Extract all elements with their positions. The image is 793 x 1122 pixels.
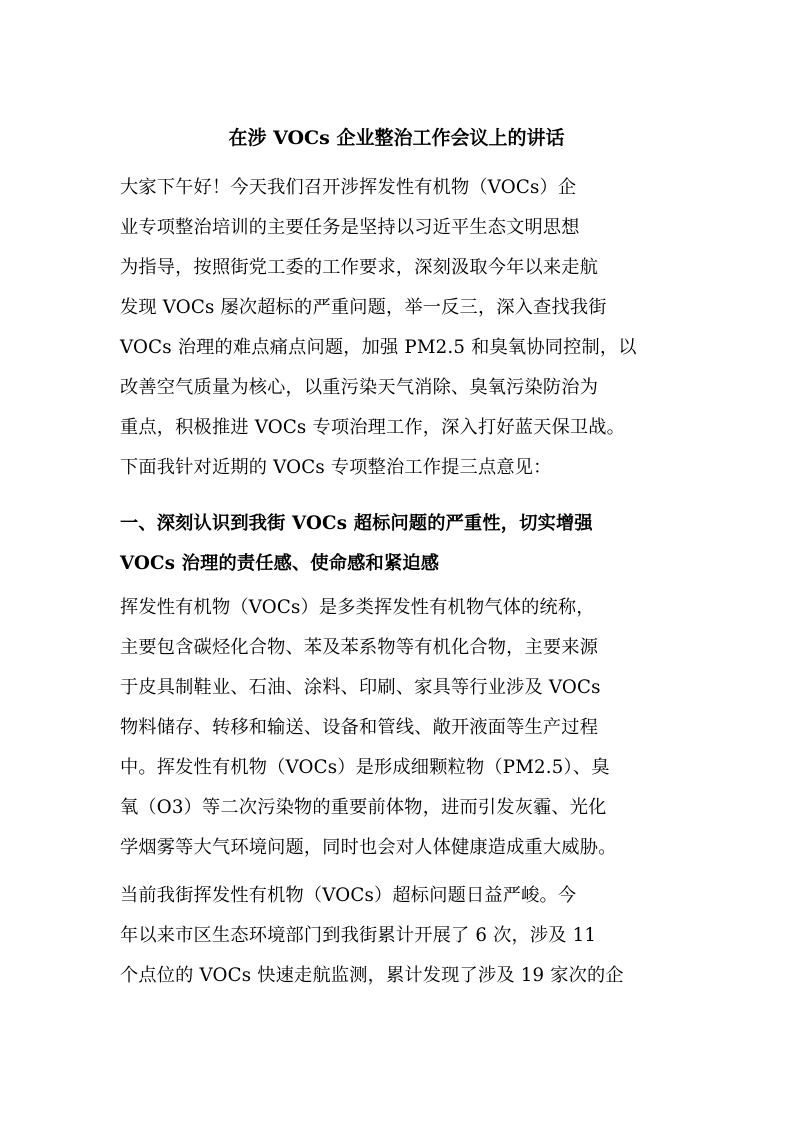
paragraph-line: 年以来市区生态环境部门到我街累计开展了 6 次，涉及 11 bbox=[120, 925, 597, 946]
paragraph-line: 发现 VOCs 屡次超标的严重问题，举一反三，深入查找我街 bbox=[120, 297, 607, 318]
paragraph-line: 氧（O3）等二次污染物的重要前体物，进而引发灰霾、光化 bbox=[120, 797, 607, 818]
paragraph-line: 下面我针对近期的 VOCs 专项整治工作提三点意见： bbox=[120, 457, 552, 478]
paragraph-line: 为指导，按照街党工委的工作要求，深刻汲取今年以来走航 bbox=[120, 257, 599, 278]
section-heading-line: VOCs 治理的责任感、使命感和紧迫感 bbox=[120, 553, 440, 574]
paragraph-line: 个点位的 VOCs 快速走航监测，累计发现了涉及 19 家次的企 bbox=[120, 965, 624, 986]
paragraph-line: 于皮具制鞋业、石油、涂料、印刷、家具等行业涉及 VOCs bbox=[120, 677, 601, 698]
paragraph-line: 挥发性有机物（VOCs）是多类挥发性有机物气体的统称， bbox=[120, 597, 595, 618]
document-title: 在涉 VOCs 企业整治工作会议上的讲话 bbox=[228, 127, 565, 149]
paragraph-line: 主要包含碳烃化合物、苯及苯系物等有机化合物，主要来源 bbox=[120, 637, 599, 658]
paragraph-line: 业专项整治培训的主要任务是坚持以习近平生态文明思想 bbox=[120, 217, 580, 238]
paragraph-line: 重点，积极推进 VOCs 专项治理工作，深入打好蓝天保卫战。 bbox=[120, 417, 626, 438]
section-heading-line: 一、深刻认识到我街 VOCs 超标问题的严重性，切实增强 bbox=[120, 513, 593, 534]
paragraph-line: VOCs 治理的难点痛点问题，加强 PM2.5 和臭氧协同控制，以 bbox=[120, 337, 637, 358]
paragraph-line: 大家下午好！今天我们召开涉挥发性有机物（VOCs）企 bbox=[120, 177, 577, 198]
paragraph-line: 改善空气质量为核心，以重污染天气消除、臭氧污染防治为 bbox=[120, 377, 599, 398]
paragraph-line: 学烟雾等大气环境问题，同时也会对人体健康造成重大威胁。 bbox=[120, 837, 617, 858]
paragraph-line: 中。挥发性有机物（VOCs）是形成细颗粒物（PM2.5）、臭 bbox=[120, 757, 610, 778]
paragraph-line: 当前我街挥发性有机物（VOCs）超标问题日益严峻。今 bbox=[120, 885, 577, 906]
paragraph-line: 物料储存、转移和输送、设备和管线、敞开液面等生产过程 bbox=[120, 717, 599, 738]
